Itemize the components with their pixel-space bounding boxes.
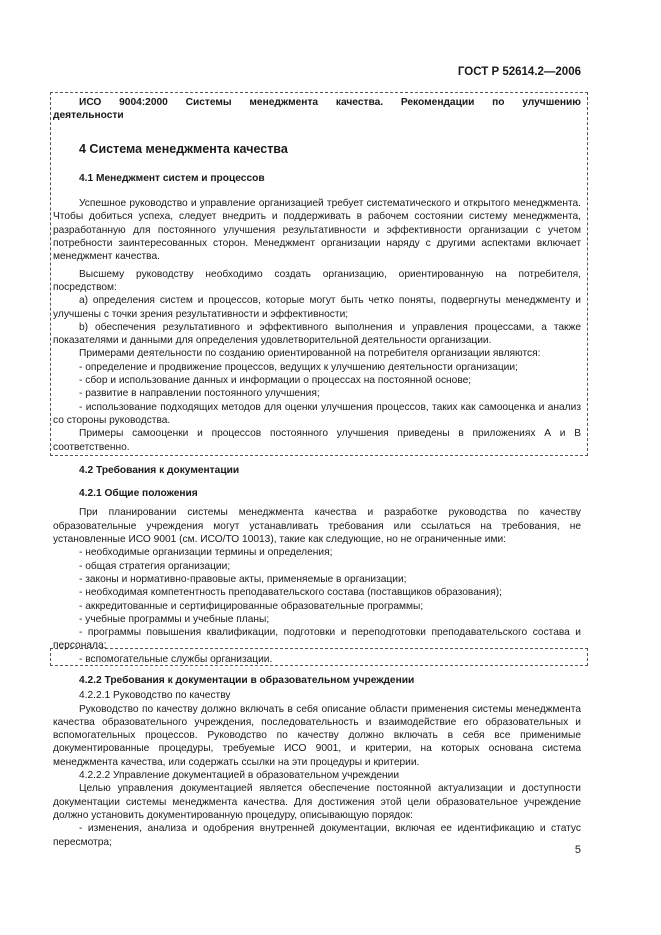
paragraph: Высшему руководству необходимо создать организацию, ориентированную на потребителя, посредством:	[53, 268, 581, 293]
list-item: - общая стратегия организации;	[79, 560, 231, 572]
paragraph: Целью управления документацией является обеспечение постоянной актуализации и доступности документации системы менеджмента качества. Для достижения этой цели образовательное учреждение должно установить документированную процедуру, описывающую порядок:	[53, 783, 581, 821]
normative-reference: ИСО 9004:2000 Системы менеджмента качества. Рекомендации по улучшению деятельности	[53, 97, 581, 122]
section-4-2-2-title: 4.2.2 Требования к документации в образовательном учреждении	[79, 674, 415, 686]
list-item: - сбор и использование данных и информации о процессах на постоянной основе;	[79, 375, 472, 387]
list-item: - вспомогательные службы организации.	[79, 653, 273, 665]
section-4-title: 4 Система менеджмента качества	[79, 141, 288, 156]
list-item: - программы повышения квалификации, подготовки и переподготовки преподавательского состава и персонала;	[53, 627, 581, 652]
list-item: - развитие в направлении постоянного улучшения;	[79, 388, 320, 400]
section-4-2-1-title: 4.2.1 Общие положения	[79, 488, 198, 500]
paragraph: При планировании системы менеджмента качества и разработке руководства по качеству образовательные учреждения могут устанавливать требования или ссылаться на требования, не установленные ИСО 9001 (см. ИСО/ТО 10013), такие как следующие, но не ограниченные ими:	[53, 507, 581, 546]
paragraph: Примеры самооценки и процессов постоянного улучшения приведены в приложениях А и В соответственно.	[53, 428, 581, 453]
page-number: 5	[574, 844, 581, 856]
list-item: - использование подходящих методов для оценки улучшения процессов, таких как самооценка и анализ со стороны руководства.	[53, 401, 581, 426]
paragraph: Успешное руководство и управление организацией требует систематического и открытого менеджмента. Чтобы добиться успеха, следует внедрить и поддерживать в рабочем состоянии систему менеджмента, разработанную для постоянного улучшения результативности и эффективности организации с учетом потребности заинтересованных сторон. Менеджмент организации наряду с другими аспектами включает менеджмент качества.	[53, 198, 581, 263]
section-4-1-title: 4.1 Менеджмент систем и процессов	[79, 172, 265, 184]
subsection-4-2-2-1-title: 4.2.2.1 Руководство по качеству	[79, 690, 231, 702]
document-body	[53, 96, 581, 849]
list-item: - определение и продвижение процессов, ведущих к улучшению деятельности организации;	[79, 361, 518, 373]
list-item: - необходимая компетентность преподавательского состава (поставщиков образования);	[79, 587, 502, 599]
list-item: - аккредитованные и сертифицированные образовательные программы;	[79, 600, 424, 612]
paragraph: Примерами деятельности по созданию ориентированной на потребителя организации являются:	[79, 348, 541, 360]
list-item: - необходимые организации термины и определения;	[79, 547, 333, 559]
list-item: - изменения, анализа и одобрения внутренней документации, включая ее идентификацию и статус пересмотра;	[53, 823, 581, 848]
list-item: - законы и нормативно-правовые акты, применяемые в организации;	[79, 573, 407, 585]
subsection-4-2-2-2-title: 4.2.2.2 Управление документацией в образовательном учреждении	[79, 770, 400, 782]
list-item: - учебные программы и учебные планы;	[79, 613, 270, 625]
standard-number: ГОСТ Р 52614.2—2006	[457, 66, 581, 78]
list-item: b) обеспечения результативного и эффективного выполнения и управления процессами, а также показателями и данными для определения удовлетворительной деятельности организации.	[53, 321, 581, 347]
section-4-2-title: 4.2 Требования к документации	[79, 464, 240, 476]
paragraph: Руководство по качеству должно включать в себя описание области применения системы менеджмента качества образовательного учреждения, последовательность и взаимодействие его образовательных и вспомогательных процессов. Руководство по качеству должно включать в себя все применимые документированные процедуры, требуемые ИСО 9001, и критерии, на которых основана система менеджмента качества, или содержать ссылки на эти процедуры и критерии.	[53, 703, 581, 768]
list-item: a) определения систем и процессов, которые могут быть четко поняты, подвергнуты менеджменту и улучшены с точки зрения результативности и эффективности;	[53, 295, 581, 320]
